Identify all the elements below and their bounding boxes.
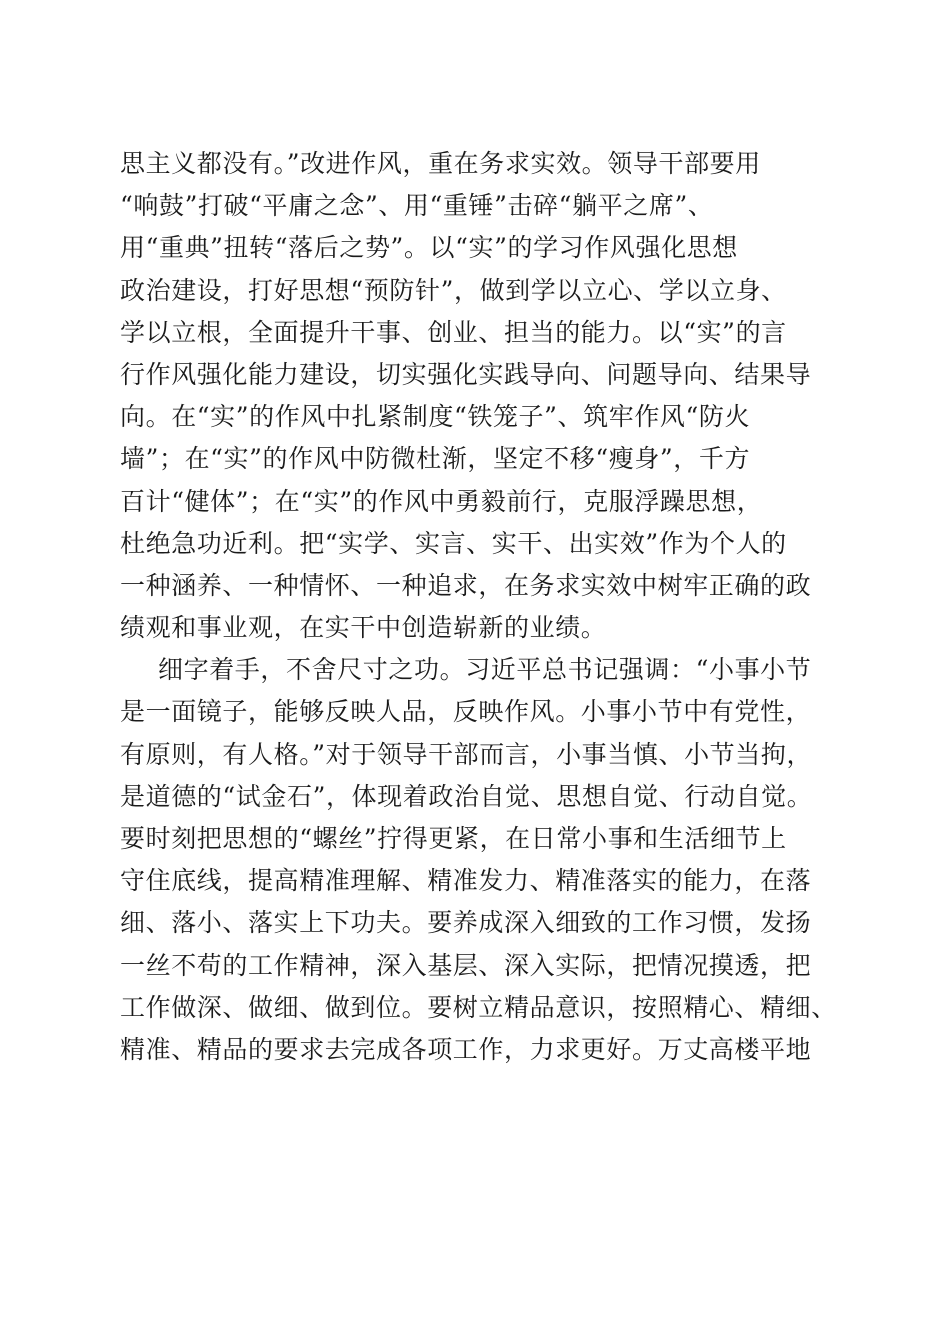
text-line: 细、落小、落实上下功夫。要养成深入细致的工作习惯，发扬 <box>120 908 812 938</box>
paragraph-practical-style <box>120 143 840 649</box>
text-line: 精准、精品的要求去完成各项工作，力求更好。万丈高楼平地 <box>120 1034 812 1064</box>
text-line: “响鼓”打破“平庸之念”、用“重锤”击碎“躺平之席”、 <box>120 191 714 221</box>
text-line: 政治建设，打好思想“预防针”，做到学以立心、学以立身、 <box>120 275 787 305</box>
text-line: 学以立根，全面提升干事、创业、担当的能力。以“实”的言 <box>120 317 787 347</box>
paragraph-attention-to-detail <box>120 649 840 1071</box>
text-line: 行作风强化能力建设，切实强化实践导向、问题导向、结果导 <box>120 359 812 389</box>
text-line: 杜绝急功近利。把“实学、实言、实干、出实效”作为个人的 <box>120 528 787 558</box>
text-line: 绩观和事业观，在实干中创造崭新的业绩。 <box>120 613 607 643</box>
text-line: 一丝不苟的工作精神，深入基层、深入实际，把情况摸透，把 <box>120 950 812 980</box>
text-line: 要时刻把思想的“螺丝”拧得更紧，在日常小事和生活细节上 <box>120 824 787 853</box>
text-line: 向。在“实”的作风中扎紧制度“铁笼子”、筑牢作风“防火 <box>120 402 751 432</box>
text-line: 墙”；在“实”的作风中防微杜渐，坚定不移“瘦身”，千方 <box>120 444 751 474</box>
body-text <box>120 143 840 1071</box>
text-line: 是道德的“试金石”，体现着政治自觉、思想自觉、行动自觉。 <box>120 781 813 811</box>
text-line: 用“重典”扭转“落后之势”。以“实”的学习作风强化思想 <box>120 233 738 263</box>
text-line: 守住底线，提高精准理解、精准发力、精准落实的能力，在落 <box>120 866 812 896</box>
text-line-first: 细字着手，不舍尺寸之功。习近平总书记强调：“小事小节 <box>158 655 812 685</box>
text-line: 一种涵养、一种情怀、一种追求，在务求实效中树牢正确的政 <box>120 570 812 600</box>
text-line: 思主义都没有。”改进作风，重在务求实效。领导干部要用 <box>120 149 761 178</box>
text-line: 是一面镜子，能够反映人品，反映作风。小事小节中有党性， <box>120 697 812 727</box>
text-line: 工作做深、做细、做到位。要树立精品意识，按照精心、精细、 <box>120 992 837 1022</box>
text-line: 有原则，有人格。”对于领导干部而言，小事当慎、小节当拘， <box>120 739 813 769</box>
text-line: 百计“健体”；在“实”的作风中勇毅前行，克服浮躁思想， <box>120 486 763 516</box>
